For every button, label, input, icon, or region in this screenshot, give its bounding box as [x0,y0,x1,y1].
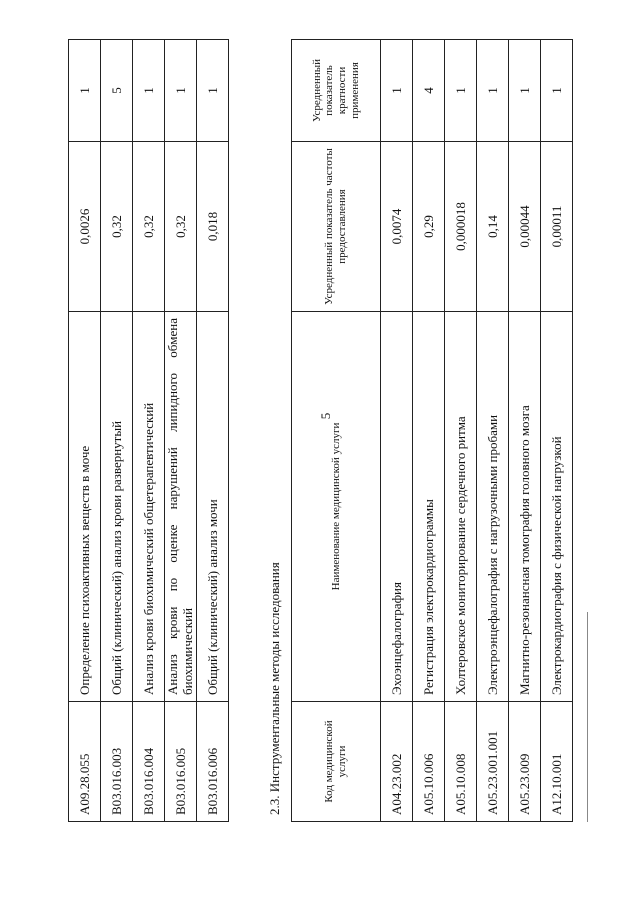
table-row [165,40,197,822]
table-row [101,40,133,822]
service-name: Анализ крови по оценке нарушений липидного обмена биохимический [165,312,197,702]
service-code: A05.10.008 [445,702,477,822]
frequency-value: 0,32 [165,142,197,312]
service-code: A12.10.001 [541,702,573,822]
frequency-value: 0,000018 [445,142,477,312]
service-code: B03.016.006 [197,702,229,822]
service-code: A04.23.002 [381,702,413,822]
frequency-value: 0,29 [413,142,445,312]
table-row [477,39,509,821]
multiplicity-value: 1 [445,39,477,141]
frequency-value: 0,0074 [381,142,413,312]
multiplicity-value: 1 [477,39,509,141]
service-name: Регистрация электрокардиограммы [413,312,445,702]
multiplicity-value: 1 [133,40,165,142]
frequency-value: 0,00044 [509,142,541,312]
frequency-value: 0,32 [133,142,165,312]
multiplicity-value: 1 [381,39,413,141]
frequency-value: 0,0026 [69,142,101,312]
frequency-value: 0,14 [477,142,509,312]
table-row [69,40,101,822]
service-name: Общий (клинический) анализ крови развернутый [101,312,133,702]
table-row [381,39,413,821]
lab-tests-table [68,39,229,822]
multiplicity-value: 1 [541,39,573,141]
instrumental-methods-table [258,39,573,822]
service-name: Анализ крови биохимический общетерапевтический [133,312,165,702]
table-header-row [292,39,381,821]
service-name: Электроэнцефалография с нагрузочными пробами [477,312,509,702]
header-name: Наименование медицинской услуги [292,312,381,702]
service-code: B03.016.003 [101,702,133,822]
service-name: Электрокардиография с физической нагрузкой [541,312,573,702]
table-row [445,39,477,821]
table-row [197,40,229,822]
service-code: A05.23.001.001 [477,702,509,822]
frequency-value: 0,018 [197,142,229,312]
service-code: A09.28.055 [69,702,101,822]
service-code: A05.23.009 [509,702,541,822]
multiplicity-value: 5 [101,40,133,142]
multiplicity-value: 1 [509,39,541,141]
section-title: 2.3. Инструментальные методы исследования [259,39,292,821]
header-multiplicity: Усредненный показатель кратности применения [292,39,381,141]
service-name: Общий (клинический) анализ мочи [197,312,229,702]
table-row [133,40,165,822]
page-number: 5 [318,412,333,420]
section-title-row [259,39,292,821]
table-row [509,39,541,821]
table-continuation-line [587,612,588,822]
multiplicity-value: 1 [69,40,101,142]
service-name: Холтеровское мониторирование сердечного ритма [445,312,477,702]
service-name: Эхоэнцефалография [381,312,413,702]
service-code: A05.10.006 [413,702,445,822]
service-code: B03.016.004 [133,702,165,822]
table-row [541,39,573,821]
header-code: Код медицинской услуги [292,702,381,822]
table-row [413,39,445,821]
frequency-value: 0,32 [101,142,133,312]
header-frequency: Усредненный показатель частоты предоставления [292,142,381,312]
multiplicity-value: 4 [413,39,445,141]
service-code: B03.016.005 [165,702,197,822]
multiplicity-value: 1 [197,40,229,142]
frequency-value: 0,00011 [541,142,573,312]
service-name: Определение психоактивных веществ в моче [69,312,101,702]
service-name: Магнитно-резонансная томография головного мозга [509,312,541,702]
multiplicity-value: 1 [165,40,197,142]
